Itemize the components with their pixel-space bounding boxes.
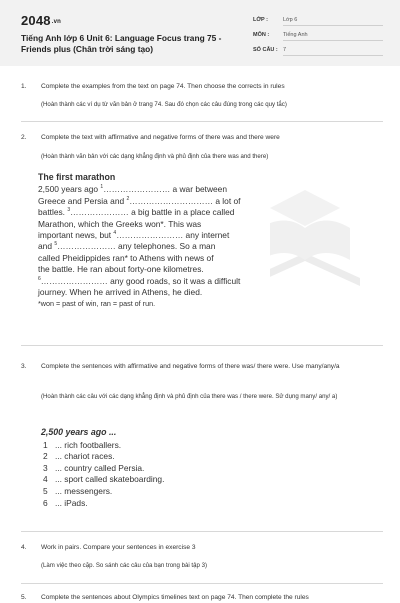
passage-line: and $^5$………………… any telephones. So a man bbox=[38, 241, 216, 252]
list-item: 1 ... rich footballers. bbox=[43, 439, 122, 450]
passage-line: Greece and Persia and $^2$………………………… a lot of bbox=[38, 195, 241, 206]
sentences-list: 2,500 years ago ... 1 ... rich footballers. 2 ... chariot races. 3 ... country called Persia. 4 ... sport called skateboarding. 5 ... messengers. 6 ... iPads. bbox=[41, 427, 241, 509]
passage-line: called Pheidippides ran* to Athens with news of bbox=[38, 252, 214, 263]
passage-line: $^6$…………………… any good roads, so it was a difficult bbox=[38, 275, 241, 286]
divider bbox=[21, 531, 383, 532]
question-2-translation: (Hoàn thành văn bản với các dạng khẳng định và phủ định của there was and there) bbox=[41, 153, 269, 160]
page-header: $2048^{.vn}$ Tiếng Anh lớp 6 Unit 6: Language Focus trang 75 - Friends plus (Chân trời sáng tạo) LỚP : Lớp 6 MÔN : Tiếng Anh SỐ CÂU : 7 bbox=[0, 0, 400, 66]
question-2: 2. Complete the text with affirmative and negative forms of there was and there were bbox=[21, 134, 280, 141]
divider bbox=[21, 583, 383, 584]
passage-footnote: *won = past of win, ran = past of run. bbox=[38, 299, 156, 309]
passage-line: Marathon, which the Greeks won*. This was bbox=[38, 218, 202, 229]
question-4-translation: (Làm việc theo cặp. So sánh các câu của bạn trong bài tập 3) bbox=[41, 562, 207, 569]
question-3-translation: (Hoàn thành các câu với các dạng khẳng định và phủ định của there was / there were. Sử dụng many/ any/ a) bbox=[41, 393, 338, 400]
site-logo[interactable]: $2048^{.vn}$ bbox=[21, 13, 62, 28]
question-1: 1. Complete the examples from the text on page 74. Then choose the corrects in rules bbox=[21, 83, 285, 90]
divider bbox=[21, 345, 383, 346]
passage-line: 2,500 years ago $^1$…………………… a war between bbox=[38, 184, 227, 195]
list-item: 3 ... country called Persia. bbox=[43, 462, 145, 473]
divider bbox=[21, 121, 383, 122]
list-item: 4 ... sport called skateboarding. bbox=[43, 474, 165, 485]
question-1-translation: (Hoàn thành các ví dụ từ văn bản ở trang 74. Sau đó chọn các câu đúng trong các quy tắc) bbox=[41, 101, 287, 108]
list-item: 6 ... iPads. bbox=[43, 497, 88, 508]
passage-line: battles. $^3$………………… a big battle in a place called bbox=[38, 207, 235, 218]
page-title: Tiếng Anh lớp 6 Unit 6: Language Focus trang 75 - Friends plus (Chân trời sáng tạo) bbox=[21, 33, 222, 54]
question-3: 3. Complete the sentences with affirmative and negative forms of there was/ there were. Use many/any/a bbox=[21, 363, 340, 370]
passage-line: journey. When he arrived in Athens, he died. bbox=[38, 287, 203, 298]
list-item: 5 ... messengers. bbox=[43, 485, 113, 496]
list-item: 2 ... chariot races. bbox=[43, 451, 115, 462]
question-5: 5. Complete the sentences about Olympics timelines text on page 74. Then complete the rules bbox=[21, 594, 309, 601]
passage-first-marathon: The first marathon 2,500 years ago $^1$…………………… a war between Greece and Persia and $^2$………………………… a lot of battles. $^3$………………… a big battle in a place called Marathon, which the Greeks won*. This was important news, but $^4$…………………… any internet and $^5$………………… any telephones. So a man called Pheidippides ran* to Athens with news of the battle. He ran about forty-one kilometres. $^6$…………………… any good roads, so it was a difficult journey. When he arrived in Athens, he died. *won = past of win, ran = past of run. bbox=[38, 172, 270, 310]
passage-line: important news, but $^4$…………………… any internet bbox=[38, 230, 230, 241]
passage-line: the battle. He ran about forty-one kilometres. bbox=[38, 264, 204, 275]
question-4: 4. Work in pairs. Compare your sentences in exercise 3 bbox=[21, 544, 196, 551]
